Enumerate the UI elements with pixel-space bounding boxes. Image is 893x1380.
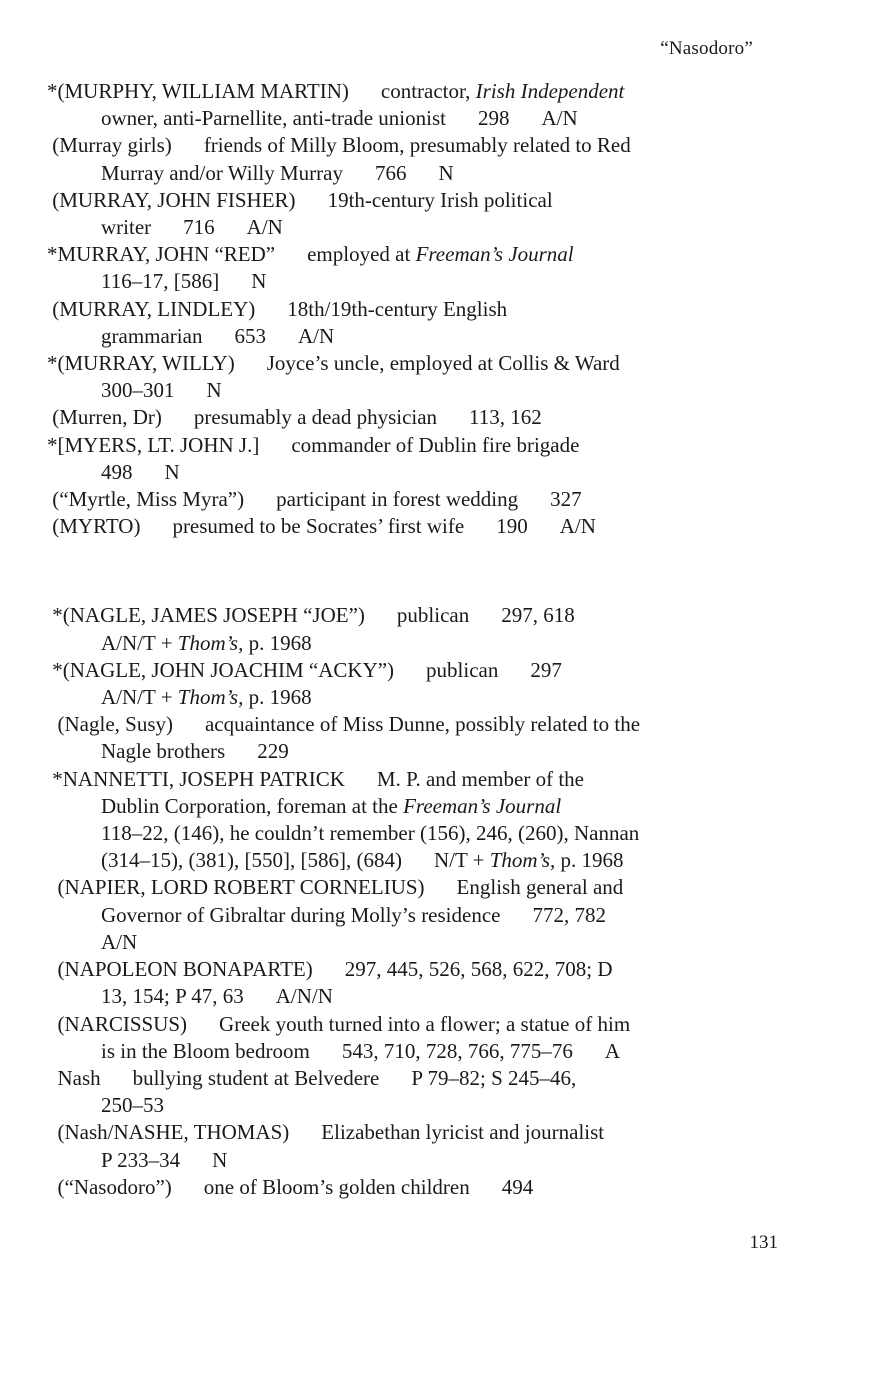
index-entry: [47, 874, 787, 956]
entry-text: 190: [496, 514, 528, 539]
entry-text: grammarian: [101, 323, 203, 348]
entry-continuation: [47, 738, 787, 765]
entry-headline: [47, 602, 787, 629]
entry-text: participant in forest wedding: [276, 487, 519, 512]
entry-text: A/N: [101, 929, 138, 954]
entry-headline: [47, 432, 787, 459]
entry-text: *MURRAY, JOHN “RED”: [47, 242, 276, 267]
entry-text: 716: [183, 215, 215, 240]
running-head: “Nasodoro”: [660, 38, 753, 59]
entry-continuation: [47, 323, 787, 350]
entry-text: (Murray girls): [47, 133, 172, 158]
entry-text: presumably a dead physician: [193, 405, 438, 430]
index-entry: [47, 486, 787, 513]
italic-title: Irish Independent: [475, 79, 625, 103]
entry-text: p. 1968: [555, 848, 624, 873]
page-number: 131: [749, 1232, 778, 1253]
entry-text: 297, 445, 526, 568, 622, 708; D: [344, 957, 613, 982]
entry-continuation: [47, 1092, 787, 1119]
entry-text: one of Bloom’s golden children: [203, 1174, 470, 1199]
entry-text: M. P. and member of the: [376, 766, 584, 791]
entry-text: publican: [396, 603, 470, 628]
entry-headline: [47, 404, 787, 431]
entry-text: publican: [426, 657, 499, 682]
index-entry: [47, 1011, 787, 1065]
entry-text: 498: [101, 459, 133, 484]
entry-text: (MURRAY, JOHN FISHER): [47, 187, 296, 212]
entry-text: 653: [234, 323, 266, 348]
entry-text: presumed to be Socrates’ first wife: [172, 514, 465, 539]
entry-text: English general and: [456, 875, 624, 900]
entry-text: 250–53: [101, 1093, 164, 1118]
entry-continuation: [47, 630, 787, 657]
entry-text: *(NAGLE, JOHN JOACHIM “ACKY”): [47, 657, 395, 682]
index-entry: [47, 241, 787, 295]
index-entry: [47, 602, 787, 656]
index-entry: [47, 432, 787, 486]
entry-text: 116–17, [586]: [101, 269, 220, 294]
entry-headline: [47, 241, 787, 268]
entry-continuation: [47, 105, 787, 132]
entry-text: 19th-century Irish political: [327, 187, 553, 212]
entry-text: (Murren, Dr): [47, 405, 162, 430]
entry-text: 494: [501, 1174, 534, 1199]
entry-continuation: [47, 793, 787, 820]
entry-text: Governor of Gibraltar during Molly’s residence: [101, 902, 501, 927]
entry-text: 13, 154; P 47, 63: [101, 984, 244, 1009]
entry-text: N: [438, 160, 454, 185]
entry-text: 772, 782: [532, 902, 606, 927]
italic-title: Thom’s,: [177, 630, 244, 655]
entry-continuation: [47, 268, 787, 295]
entry-text: A/N: [559, 514, 596, 539]
entry-headline: [47, 766, 787, 793]
entry-headline: [47, 1174, 787, 1201]
entry-text: p. 1968: [243, 630, 312, 655]
index-entry: [47, 513, 787, 540]
section-spacer: [47, 540, 787, 602]
section-m-entries: [47, 78, 787, 540]
entry-continuation: [47, 820, 787, 847]
entry-text: A/N/N: [275, 984, 333, 1009]
entry-text: 297: [530, 657, 562, 682]
entry-headline: [47, 78, 787, 105]
entry-text: 113, 162: [469, 405, 542, 430]
entry-text: 118–22, (146), he couldn’t remember (156), 246, (260), Nannan: [101, 821, 640, 846]
entry-text: employed at: [307, 242, 416, 267]
entry-text: is in the Bloom bedroom: [101, 1038, 310, 1063]
entry-continuation: [47, 214, 787, 241]
index-entry: [47, 657, 787, 711]
entry-text: owner, anti-Parnellite, anti-trade unionist: [101, 106, 446, 131]
entry-text: *[MYERS, LT. JOHN J.]: [47, 432, 260, 457]
entry-continuation: [47, 847, 787, 874]
entry-text: *(MURPHY, WILLIAM MARTIN): [47, 79, 349, 103]
entry-text: *NANNETTI, JOSEPH PATRICK: [47, 766, 345, 791]
entry-text: (NARCISSUS): [47, 1011, 188, 1036]
entry-text: acquaintance of Miss Dunne, possibly related to the: [204, 712, 641, 737]
entry-text: Murray and/or Willy Murray: [101, 160, 343, 185]
entry-text: 543, 710, 728, 766, 775–76: [341, 1038, 573, 1063]
entry-text: A: [604, 1038, 620, 1063]
entry-headline: [47, 132, 787, 159]
entry-text: (MURRAY, LINDLEY): [47, 296, 256, 321]
entry-headline: [47, 486, 787, 513]
entry-headline: [47, 956, 787, 983]
entry-text: 18th/19th-century English: [287, 296, 508, 321]
italic-title: Thom’s,: [177, 685, 244, 710]
entry-headline: [47, 513, 787, 540]
entry-text: (MYRTO): [47, 514, 141, 539]
entry-text: friends of Milly Bloom, presumably related to Red: [203, 133, 631, 158]
index-entry: [47, 1119, 787, 1173]
entry-text: 766: [374, 160, 407, 185]
entry-headline: [47, 657, 787, 684]
entry-text: A/N: [541, 106, 578, 131]
entry-text: (Nagle, Susy): [47, 712, 173, 737]
entry-continuation: [47, 377, 787, 404]
entry-headline: [47, 1011, 787, 1038]
entry-text: bullying student at Belvedere: [132, 1065, 380, 1090]
entry-text: (Nash/NASHE, THOMAS): [47, 1120, 290, 1145]
entry-headline: [47, 350, 787, 377]
entry-text: A/N/T +: [101, 630, 178, 655]
entry-text: 327: [550, 487, 582, 512]
entry-continuation: [47, 983, 787, 1010]
index-entry: [47, 766, 787, 875]
entry-text: N: [212, 1147, 228, 1172]
index-entry: [47, 350, 787, 404]
entry-text: Nagle brothers: [101, 739, 226, 764]
entry-continuation: [47, 160, 787, 187]
entry-continuation: [47, 684, 787, 711]
entry-continuation: [47, 902, 787, 929]
index-entry: [47, 132, 787, 186]
entry-text: P 79–82; S 245–46,: [411, 1065, 577, 1090]
entry-headline: [47, 711, 787, 738]
entry-text: commander of Dublin fire brigade: [291, 432, 580, 457]
index-entry: [47, 404, 787, 431]
entry-text: (“Myrtle, Miss Myra”): [47, 487, 245, 512]
entry-text: (NAPOLEON BONAPARTE): [47, 957, 313, 982]
entry-text: (314–15), (381), [550], [586], (684): [101, 848, 402, 873]
entry-headline: [47, 1119, 787, 1146]
italic-title: Freeman’s Journal: [403, 793, 562, 818]
entry-text: A/N: [297, 323, 335, 348]
entry-text: Nash: [47, 1065, 101, 1090]
entry-text: Greek youth turned into a flower; a statue of him: [219, 1011, 631, 1036]
entry-text: Joyce’s uncle, employed at Collis & Ward: [266, 351, 620, 376]
index-entry: [47, 78, 787, 132]
entry-continuation: [47, 929, 787, 956]
entry-text: N: [164, 459, 180, 484]
entry-text: N: [251, 269, 267, 294]
entry-text: Dublin Corporation, foreman at the: [101, 793, 404, 818]
entry-headline: [47, 874, 787, 901]
italic-title: Freeman’s Journal: [415, 242, 574, 267]
entry-text: *(NAGLE, JAMES JOSEPH “JOE”): [47, 603, 365, 628]
entry-text: 300–301: [101, 378, 175, 403]
entry-text: 298: [477, 106, 510, 131]
entry-continuation: [47, 1038, 787, 1065]
index-entries: [47, 78, 787, 1201]
entry-text: 297, 618: [501, 603, 575, 628]
index-entry: [47, 1065, 787, 1119]
entry-continuation: [47, 1147, 787, 1174]
entry-text: (NAPIER, LORD ROBERT CORNELIUS): [47, 875, 425, 900]
index-entry: [47, 296, 787, 350]
entry-text: N: [206, 378, 222, 403]
entry-text: Elizabethan lyricist and journalist: [321, 1120, 605, 1145]
index-entry: [47, 187, 787, 241]
entry-headline: [47, 187, 787, 214]
entry-text: p. 1968: [243, 685, 312, 710]
entry-text: *(MURRAY, WILLY): [47, 351, 235, 376]
index-entry: [47, 711, 787, 765]
entry-text: A/N: [246, 215, 283, 240]
entry-headline: [47, 1065, 787, 1092]
entry-headline: [47, 296, 787, 323]
entry-text: writer: [101, 215, 152, 240]
entry-text: contractor,: [380, 79, 476, 103]
italic-title: Thom’s,: [489, 848, 556, 873]
index-entry: [47, 956, 787, 1010]
entry-text: N/T +: [433, 848, 490, 873]
index-entry: [47, 1174, 787, 1201]
entry-continuation: [47, 459, 787, 486]
entry-text: (“Nasodoro”): [47, 1174, 172, 1199]
section-n-entries: [47, 602, 787, 1200]
entry-text: A/N/T +: [101, 685, 178, 710]
entry-text: 229: [257, 739, 289, 764]
entry-text: P 233–34: [101, 1147, 181, 1172]
